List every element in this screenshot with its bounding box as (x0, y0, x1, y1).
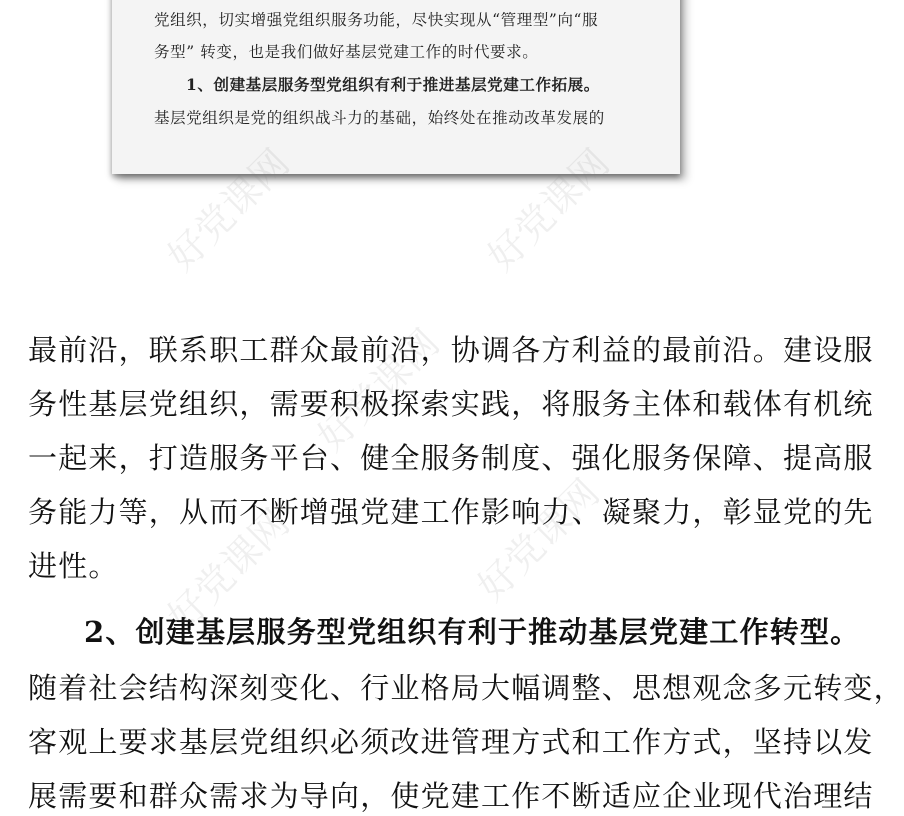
body-text-line: 务性基层党组织，需要积极探索实践，将服务主体和载体有机统 (28, 387, 874, 421)
body-text-line: 务能力等，从而不断增强党建工作影响力、凝聚力，彰显党的先 (28, 495, 874, 529)
body-text-line: 进性。 (28, 549, 119, 583)
body-text-line: 展需要和群众需求为导向，使党建工作不断适应企业现代治理结 (28, 779, 874, 813)
card-text-line: 基层党组织是党的组织战斗力的基础，始终处在推动改革发展的 (154, 109, 605, 127)
body-text-line: 客观上要求基层党组织必须改进管理方式和工作方式，坚持以发 (28, 725, 874, 759)
watermark-text: 好党课网 (159, 140, 298, 280)
body-text-line: 一起来，打造服务平台、健全服务制度、强化服务保障、提高服 (28, 441, 874, 475)
watermark-text: 好党课网 (479, 140, 618, 280)
watermark-text: 好党课网 (159, 500, 298, 640)
section-heading: 2、创建基层服务型党组织有利于推动基层党建工作转型。 (84, 615, 861, 649)
document-preview-card (112, 0, 680, 174)
body-text-line: 随着社会结构深刻变化、行业格局大幅调整、思想观念多元转变， (28, 671, 904, 705)
watermark-text: 好党课网 (469, 470, 608, 610)
card-section-heading: 1、创建基层服务型党组织有利于推进基层党建工作拓展。 (186, 75, 600, 94)
body-text-line: 最前沿，联系职工群众最前沿，协调各方利益的最前沿。建设服 (28, 333, 874, 367)
card-text-line: 务型” 转变，也是我们做好基层党建工作的时代要求。 (154, 43, 539, 61)
card-text-line: 党组织，切实增强党组织服务功能，尽快实现从“管理型”向“服 (154, 11, 599, 29)
watermark-text: 好党课网 (309, 320, 448, 460)
